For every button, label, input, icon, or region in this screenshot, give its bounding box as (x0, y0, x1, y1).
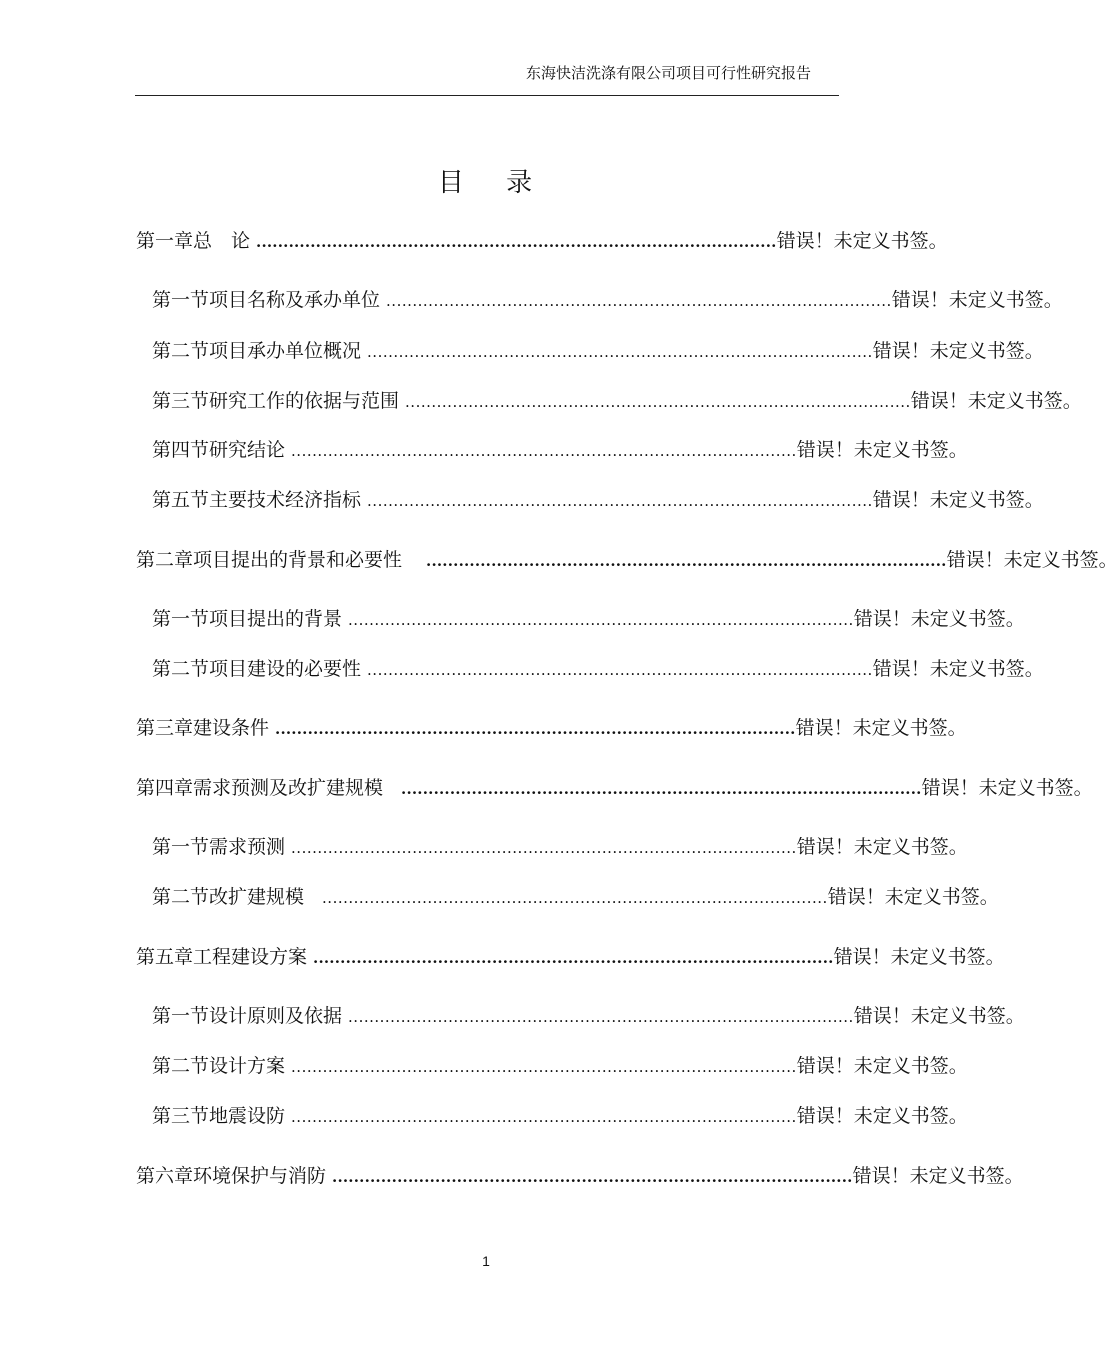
entry-page-ref: 错误！未定义书签。 (853, 608, 1025, 630)
entry-number: 第二章 (136, 549, 194, 571)
entry-number: 第一节 (152, 289, 210, 311)
entry-page-ref: 错误！未定义书签。 (796, 836, 968, 858)
dot-leader: ................................................................................................ (348, 611, 854, 629)
dot-leader: ................................................................................................ (367, 661, 873, 679)
entry-label: 需求预测 (209, 836, 286, 858)
entry-page-ref: 错误！未定义书签。 (853, 1005, 1025, 1027)
dot-leader: ................................................................................................ (332, 1168, 853, 1186)
dot-leader: ................................................................................................ (322, 889, 828, 907)
dot-leader: ................................................................................................ (405, 393, 911, 411)
dot-leader: ................................................................................................ (275, 720, 796, 738)
entry-label: 需求预测及改扩建规模 (193, 777, 384, 799)
entry-number: 第五节 (152, 489, 210, 511)
entry-label: 研究结论 (209, 439, 286, 461)
entry-page-ref: 错误！未定义书签。 (910, 390, 1082, 412)
entry-number: 第三节 (152, 390, 210, 412)
entry-label: 研究工作的依据与范围 (209, 390, 400, 412)
entry-page-ref: 错误！未定义书签。 (827, 886, 999, 908)
entry-label: 项目提出的背景和必要性 (193, 549, 403, 571)
toc-entry[interactable] (152, 485, 1044, 516)
dot-leader: ................................................................................................ (426, 552, 947, 570)
dot-leader: ................................................................................................ (367, 343, 873, 361)
toc-entry[interactable] (152, 832, 968, 863)
entry-number: 第四章 (136, 777, 194, 799)
entry-label: 总 论 (193, 230, 251, 252)
dot-leader: ................................................................................................ (256, 233, 777, 251)
toc-entry[interactable] (152, 285, 1063, 316)
entry-page-ref: 错误！未定义书签。 (891, 289, 1063, 311)
entry-page-ref: 错误！未定义书签。 (833, 946, 1005, 968)
toc-title-right: 录 (506, 168, 533, 198)
entry-page-ref: 错误！未定义书签。 (795, 717, 967, 739)
toc-title (0, 163, 970, 203)
entry-page-ref: 错误！未定义书签。 (796, 439, 968, 461)
entry-label: 设计方案 (209, 1055, 286, 1077)
toc-entry[interactable] (152, 604, 1025, 635)
toc-entry[interactable] (152, 1051, 968, 1082)
entry-label: 项目名称及承办单位 (209, 289, 381, 311)
toc-entry[interactable] (152, 1001, 1025, 1032)
entry-number: 第二节 (152, 886, 210, 908)
entry-label: 地震设防 (209, 1105, 286, 1127)
entry-number: 第三节 (152, 1105, 210, 1127)
dot-leader: ................................................................................................ (291, 442, 797, 460)
entry-label: 环境保护与消防 (193, 1165, 327, 1187)
dot-leader: ................................................................................................ (291, 1058, 797, 1076)
dot-leader: ................................................................................................ (291, 1108, 797, 1126)
entry-number: 第二节 (152, 1055, 210, 1077)
entry-number: 第三章 (136, 717, 194, 739)
entry-label: 改扩建规模 (209, 886, 305, 908)
entry-number: 第一节 (152, 608, 210, 630)
toc-entry[interactable] (152, 336, 1044, 367)
page-header: 东海快洁洗涤有限公司项目可行性研究报告 (525, 64, 811, 82)
toc-title-left: 目 (437, 168, 464, 198)
entry-number: 第五章 (136, 946, 194, 968)
toc-entry[interactable] (152, 386, 1082, 417)
dot-leader: ................................................................................................ (386, 292, 892, 310)
entry-number: 第二节 (152, 658, 210, 680)
toc-entry[interactable] (136, 942, 1005, 973)
entry-label: 项目提出的背景 (209, 608, 343, 630)
entry-number: 第二节 (152, 340, 210, 362)
dot-leader: ................................................................................................ (348, 1008, 854, 1026)
entry-label: 建设条件 (193, 717, 270, 739)
toc-entry[interactable] (136, 545, 1118, 576)
toc-entry[interactable] (136, 713, 967, 744)
toc-entry[interactable] (152, 435, 968, 466)
toc-entry[interactable] (152, 654, 1044, 685)
entry-page-ref: 错误！未定义书签。 (776, 230, 948, 252)
entry-label: 工程建设方案 (193, 946, 308, 968)
dot-leader: ................................................................................................ (401, 780, 922, 798)
entry-page-ref: 错误！未定义书签。 (796, 1055, 968, 1077)
entry-number: 第一节 (152, 836, 210, 858)
entry-page-ref: 错误！未定义书签。 (852, 1165, 1024, 1187)
entry-number: 第六章 (136, 1165, 194, 1187)
dot-leader: ................................................................................................ (367, 492, 873, 510)
header-rule (135, 95, 839, 96)
toc-entry[interactable] (136, 1161, 1024, 1192)
entry-page-ref: 错误！未定义书签。 (946, 549, 1118, 571)
entry-page-ref: 错误！未定义书签。 (796, 1105, 968, 1127)
entry-page-ref: 错误！未定义书签。 (872, 658, 1044, 680)
dot-leader: ................................................................................................ (291, 839, 797, 857)
entry-label: 设计原则及依据 (209, 1005, 343, 1027)
entry-page-ref: 错误！未定义书签。 (872, 489, 1044, 511)
entry-number: 第四节 (152, 439, 210, 461)
entry-label: 项目建设的必要性 (209, 658, 362, 680)
toc-entry[interactable] (136, 226, 948, 257)
toc-entry[interactable] (152, 882, 999, 913)
entry-label: 主要技术经济指标 (209, 489, 362, 511)
entry-number: 第一章 (136, 230, 194, 252)
entry-label: 项目承办单位概况 (209, 340, 362, 362)
dot-leader: ................................................................................................ (313, 949, 834, 967)
entry-page-ref: 错误！未定义书签。 (921, 777, 1093, 799)
entry-page-ref: 错误！未定义书签。 (872, 340, 1044, 362)
toc-entry[interactable] (152, 1101, 968, 1132)
entry-number: 第一节 (152, 1005, 210, 1027)
page-number: 1 (482, 1253, 490, 1269)
toc-entry[interactable] (136, 773, 1093, 804)
